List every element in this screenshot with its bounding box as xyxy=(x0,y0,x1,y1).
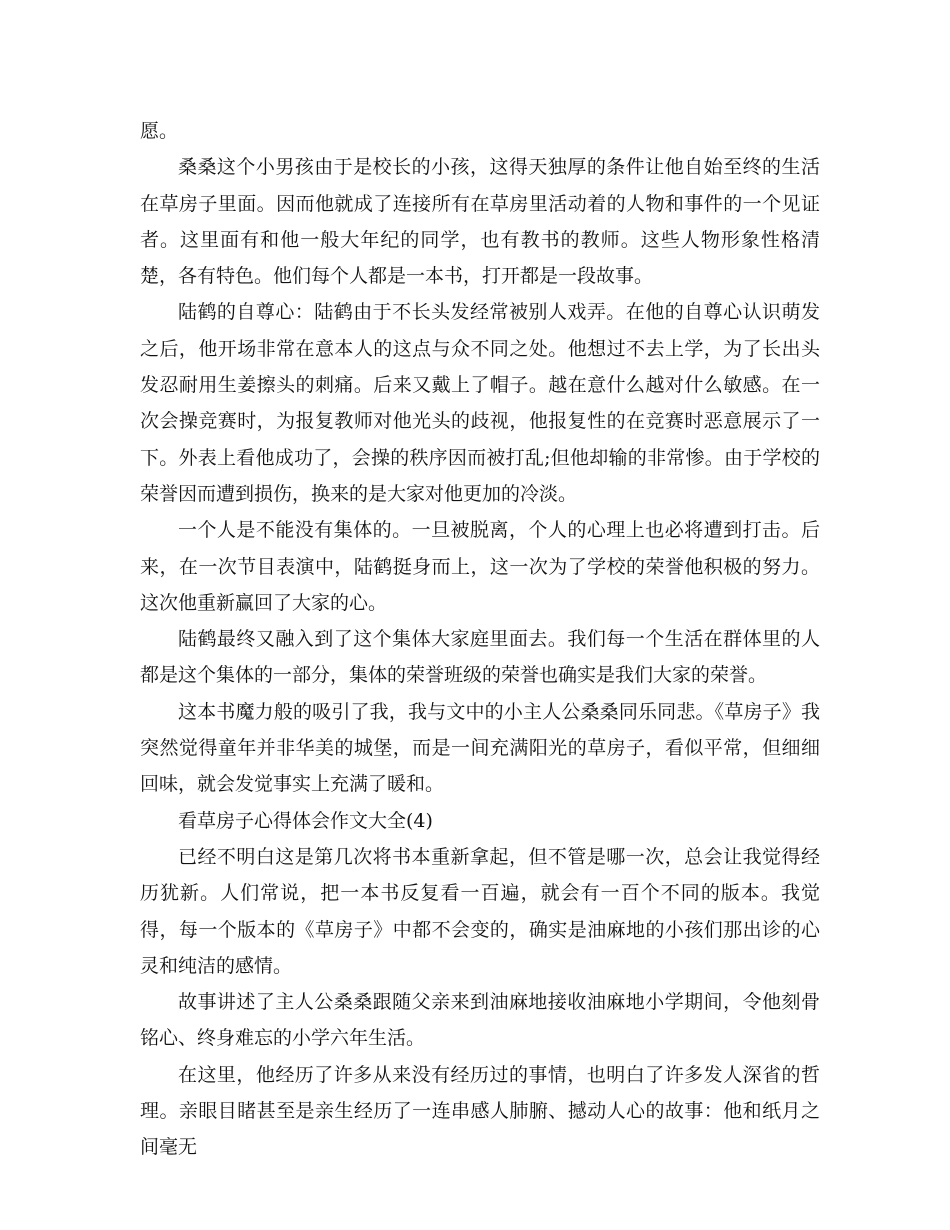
paragraph-rereading: 已经不明白这是第几次将书本重新拿起，但不管是哪一次，总会让我觉得经历犹新。人们常说，把一本书反复看一百遍，就会有一百个不同的版本。我觉得，每一个版本的《草房子》中都不会变的，确实是油麻地的小孩们那出诊的心灵和纯洁的感情。 xyxy=(140,845,820,977)
paragraph-story-summary: 故事讲述了主人公桑桑跟随父亲来到油麻地接收油麻地小学期间，令他刻骨铭心、终身难忘的小学六年生活。 xyxy=(140,991,820,1050)
paragraph-collective: 一个人是不能没有集体的。一旦被脱离，个人的心理上也必将遭到打击。后来，在一次节目表演中，陆鹤挺身而上，这一次为了学校的荣誉他积极的努力。这次他重新赢回了大家的心。 xyxy=(140,519,820,614)
paragraph-sangsang-intro: 桑桑这个小男孩由于是校长的小孩，这得天独厚的条件让他自始至终的生活在草房子里面。因而他就成了连接所有在草房里活动着的人物和事件的一个见证者。这里面有和他一般大年纪的同学，也有教书的教师。这些人物形象性格清楚，各有特色。他们每个人都是一本书，打开都是一段故事。 xyxy=(140,156,820,288)
paragraph-experiences: 在这里，他经历了许多从来没有经历过的事情，也明白了许多发人深省的哲理。亲眼目睹甚至是亲生经历了一连串感人肺腑、撼动人心的故事：他和纸月之间毫无 xyxy=(140,1063,820,1159)
section-heading: 看草房子心得体会作文大全(4) xyxy=(178,809,433,832)
paragraph-luhe-reintegration: 陆鹤最终又融入到了这个集体大家庭里面去。我们每一个生活在群体里的人都是这个集体的一部分，集体的荣誉班级的荣誉也确实是我们大家的荣誉。 xyxy=(140,628,820,687)
paragraph-book-charm: 这本书魔力般的吸引了我，我与文中的小主人公桑桑同乐同悲。《草房子》我突然觉得童年并非华美的城堡，而是一间充满阳光的草房子，看似平常，但细细回味，就会发觉事实上充满了暖和。 xyxy=(140,700,820,796)
document-body xyxy=(140,113,820,1166)
paragraph-continuation: 愿。 xyxy=(140,120,179,142)
paragraph-luhe-self-esteem: 陆鹤的自尊心：陆鹤由于不长头发经常被别人戏弄。在他的自尊心认识萌发之后，他开场非常在意本人的这点与众不同之处。他想过不去上学，为了长出头发忍耐用生姜擦头的刺痛。后来又戴上了帽子。越在意什么越对什么敏感。在一次会操竞赛时，为报复教师对他光头的歧视，他报复性的在竞赛时恶意展示了一下。外表上看他成功了，会操的秩序因而被打乱;但他却输的非常惨。由于学校的荣誉因而遭到损伤，换来的是大家对他更加的冷淡。 xyxy=(140,301,820,505)
